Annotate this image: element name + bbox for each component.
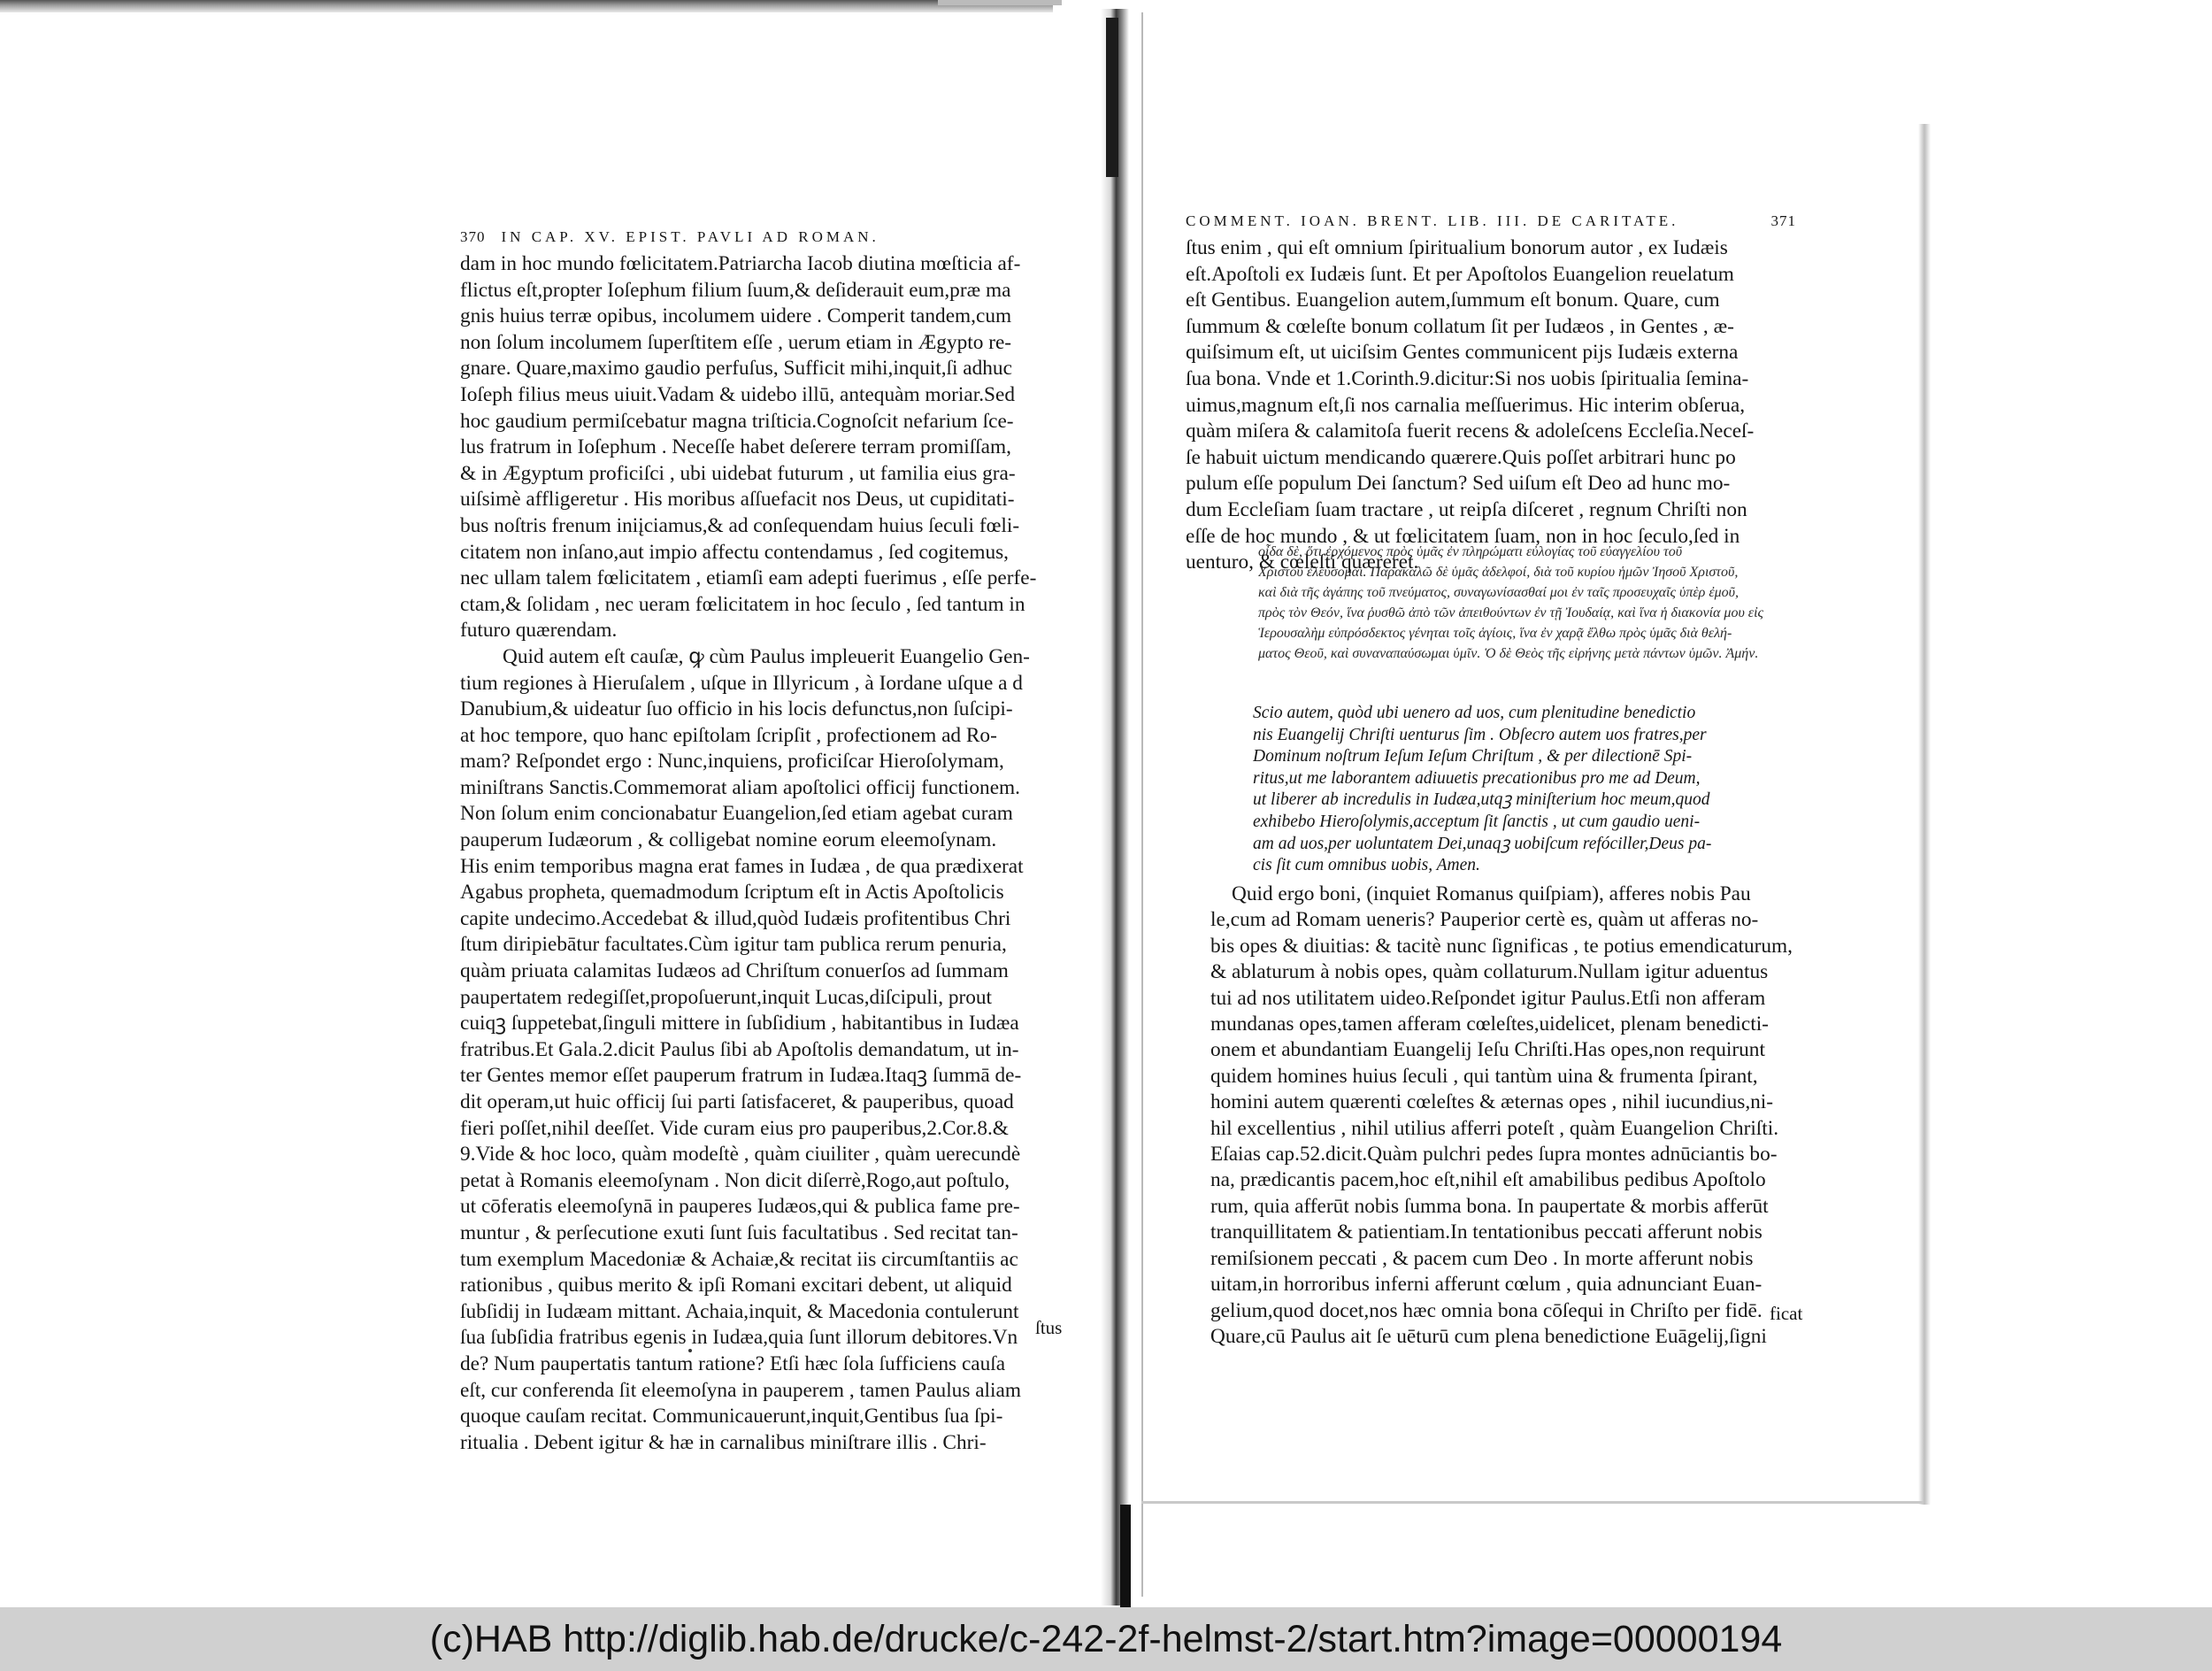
text-line: tui ad nos utilitatem uideo.Reſpondet igitur Paulus.Etſi non afferam [1210, 986, 1766, 1010]
text-line: citatem non inſano,aut impio affectu contendamus , ſed cogitemus, [460, 540, 1010, 564]
text-line: quàm priuata calamitas Iudæos ad Chriſtum conuerſos ad ſummam [460, 959, 1009, 983]
left-page-number: 370 [460, 228, 486, 245]
text-line: Agabus propheta, quemadmodum ſcriptum eſt in Actis Apoſtolicis [460, 881, 1004, 905]
text-line: rationibus , quibus merito & ipſi Romani excitari debent, ut aliquid [460, 1274, 1012, 1298]
text-line: tranquillitatem & patientiam.In tentationibus peccati afferunt nobis [1210, 1221, 1763, 1244]
left-page-body [460, 251, 1072, 1456]
text-line: bus noſtris frenum iniįciamus,& ad conſequendam huius ſeculi fœli- [460, 513, 1020, 537]
text-line: uiſsimè affligeretur . His moribus aſſuefacit nos Deus, ut cupiditati- [460, 488, 1015, 512]
scan-shadow-top [0, 0, 1053, 12]
left-catchword: ſtus [1035, 1317, 1063, 1338]
text-line: non ſolum incolumem ſuperſtitem eſſe , uerum etiam in Ægypto re- [460, 330, 1012, 354]
text-line: dum Eccleſiam ſuam tractare , ut reipſa diſceret , regnum Chriſti non [1186, 497, 1747, 521]
text-line: ctam,& ſolidam , nec ueram fœlicitatem in hoc ſeculo , ſed tantum in [460, 592, 1025, 616]
text-line: gelium,quod docet,nos hæc omnia bona cōſequi in Chriſto per fidē. [1210, 1298, 1763, 1322]
text-line: Quid autem eſt cauſæ, ꝙ cùm Paulus impleuerit Euangelio Gen- [503, 644, 1030, 668]
text-line: mundanas opes,tamen afferam cœleſtes,uidelicet, plenam benedicti- [1210, 1013, 1769, 1036]
quote-line: Dominum noſtrum Ieſum Ieſum Chriſtum , & per dilectionē Spi- [1253, 747, 1693, 766]
text-line: hil excellentius , nihil utilius afferri poteſt , quàm Euangelion Chriſti. [1210, 1116, 1779, 1140]
quote-line: cis ſit cum omnibus uobis, Amen. [1253, 856, 1480, 875]
text-line: eſt.Apoſtoli ex Iudæis ſunt. Et per Apoſtolos Euangelion reuelatum [1186, 262, 1734, 286]
text-line: at hoc tempore, quo hanc epiſtolam ſcripſit , profectionem ad Ro- [460, 723, 997, 747]
text-line: pauperum Iudæorum , & colligebat nomine eorum eleemoſynam. [460, 828, 997, 852]
text-line: homini autem quærenti cœleſtes & æternas opes , nihil iucundius,ni- [1210, 1090, 1774, 1114]
text-line: ut cōferatis eleemoſynā in pauperes Iudæos,qui & publica fame pre- [460, 1195, 1020, 1219]
text-line: Quare,cū Paulus ait ſe uēturū cum plena benedictione Euāgelij,ſigni [1210, 1324, 1767, 1348]
text-line: ſubſidij in Iudæam mittant. Achaia,inquit, & Macedonia contulerunt [460, 1299, 1019, 1323]
text-line: ſua ſubſidia fratribus egenis in Iudæa,quia ſunt illorum debitores.Vn [460, 1326, 1018, 1350]
text-line: quoque cauſam recitat. Communicauerunt,inquit,Gentibus ſua ſpi- [460, 1405, 1003, 1428]
text-line: fratribus.Et Gala.2.dicit Paulus ſibi ab Apoſtolis demandatum, ut in- [460, 1037, 1019, 1061]
text-line: dam in hoc mundo fœlicitatem.Patriarcha Iacob diutina mœſticia af- [460, 252, 1021, 275]
quote-line: ritus,ut me laborantem adiuuetis precationibus pro me ad Deum, [1253, 768, 1701, 788]
text-line: bis opes & diuitias: & tacitè nunc ſignificas , te potius emendicaturum, [1210, 934, 1793, 958]
text-line: remiſsionem peccati , & pacem cum Deo . In morte afferunt nobis [1210, 1246, 1754, 1270]
text-line: eſſe de hoc mundo , & ut fœlicitatem ſuam, non in hoc ſeculo,ſed in [1186, 524, 1740, 548]
text-line: gnare. Quare,maximo gaudio perfuſus, Sufficit mihi,inquit,ſi adhuc [460, 357, 1012, 381]
text-line: capite undecimo.Accedebat & illud,quòd Iudæis profitentibus Chri [460, 906, 1011, 930]
quote-line: exhibebo Hieroſolymis,acceptum ſit ſanctis , ut cum gaudio ueni- [1253, 812, 1701, 831]
text-line: ſummum & cœleſte bonum collatum ſit per Iudæos , in Gentes , æ- [1186, 314, 1734, 338]
text-line: hoc gaudium permiſcebatur magna triſticia.Cognoſcit nefarium ſce- [460, 409, 1014, 433]
text-line: tum exemplum Macedoniæ & Achaiæ,& recitat iis circumſtantiis ac [460, 1247, 1018, 1271]
text-line: nec ullam talem fœlicitatem , etiamſi eam adepti fuerimus , eſſe perfe- [460, 566, 1037, 590]
text-line: le,cum ad Romam ueneris? Pauperior certè es, quàm ut afferas no- [1210, 908, 1759, 932]
text-line: muntur , & perſecutione exuti ſunt ſuis facultatibus . Sed recitat tan- [460, 1221, 1018, 1244]
greek-quotation [1258, 542, 1816, 664]
text-line: Danubium,& uideatur ſuo officio in his locis defunctus,non ſuſcipi- [460, 697, 1013, 721]
text-line: 9.Vide & hoc loco, quàm modeſtè , quàm ciuiliter , quàm uerecundè [460, 1143, 1021, 1167]
book-gutter [1101, 9, 1129, 1606]
text-line: & ablaturum à nobis opes, quàm collaturum.Nullam igitur aduentus [1210, 960, 1769, 984]
greek-line: οἶδα δὲ, ὅτι ἐρχόμενος πρὸς ὑμᾶς ἐν πληρώματι εὐλογίας τοῦ εὐαγγελίου τοῦ [1258, 544, 1683, 559]
text-line: onem et abundantiam Euangelij Ieſu Chriſti.Has opes,non requirunt [1210, 1038, 1765, 1062]
quote-line: am ad uos,per uoluntatem Dei,unaqꝫ uobiſcum refóciller,Deus pa- [1253, 834, 1712, 853]
text-line: eſt Gentibus. Euangelion autem,ſummum eſt bonum. Quare, cum [1186, 289, 1720, 312]
text-line: quàm miſera & calamitoſa fuerit recens & adoleſcens Eccleſia.Neceſ- [1186, 420, 1755, 443]
text-line: ſe habuit uictum mendicando quærere.Quis poſſet arbitrari hunc po [1186, 445, 1736, 469]
text-line: ter Gentes memor eſſet pauperum fratrum in Iudæa.Itaqꝫ ſummā de- [460, 1064, 1022, 1088]
text-line: uimus,magnum eſt,ſi nos carnalia meſſuerimus. Hic interim obſerua, [1186, 393, 1746, 417]
text-line: flictus eſt,propter Ioſephum filium ſuum,& deſiderauit eum,præ ma [460, 278, 1011, 302]
text-line: dit operam,ut huic officij ſui parti ſatisfaceret, & pauperibus, quoad [460, 1090, 1014, 1113]
quote-line: ut liberer ab incredulis in Iudæa,utqꝫ miniſterium hoc meum,quod [1253, 790, 1710, 810]
scan-shadow-top-edge [938, 0, 1062, 5]
text-line: lus fratrum in Ioſephum . Neceſſe habet deſerere terram promiſſam, [460, 435, 1011, 459]
text-line: quidem homines huius ſeculi , qui tantùm uina & frumenta ſpirant, [1210, 1064, 1758, 1088]
greek-line: Ἱερουσαλὴμ εὐπρόσδεκτος γένηται τοῖς ἁγίοις, ἵνα ἐν χαρᾷ ἔλθω πρὸς ὑμᾶς διὰ θελή- [1258, 626, 1732, 641]
text-line: Ioſeph filius meus uiuit.Vadam & uidebo illū, antequàm moriar.Sed [460, 382, 1015, 406]
latin-quotation [1253, 703, 1810, 877]
right-page-commentary [1210, 882, 1814, 1350]
text-line: & in Ægyptum proficiſci , ubi uidebat futurum , ut familia eius gra- [460, 461, 1016, 485]
text-line: mam? Reſpondet ergo : Nunc,inquiens, proficiſcar Hieroſolymam, [460, 750, 1004, 774]
text-line: pulum eſſe populum Dei ſanctum? Sed uiſum eſt Deo ad hunc mo- [1186, 472, 1731, 496]
text-line: fieri poſſet,nihil deeſſet. Vide curam eius pro pauperibus,2.Cor.8.& [460, 1116, 1009, 1140]
greek-line: πρὸς τὸν Θεόν, ἵνα ῥυσθῶ ἀπὸ τῶν ἀπειθούντων ἐν τῇ Ἰουδαίᾳ, καὶ ἵνα ἡ διακονία μου εἰς [1258, 605, 1764, 620]
greek-line: καὶ διὰ τῆς ἀγάπης τοῦ πνεύματος, συναγωνίσασθαί μοι ἐν ταῖς προσευχαῖς ὑπὲρ ἐμοῦ, [1258, 585, 1739, 600]
page-fold-line [1141, 12, 1143, 1597]
left-page [460, 228, 1072, 1456]
text-line: ſtum diripiebātur facultates.Cùm igitur tam publica rerum penuria, [460, 933, 1007, 957]
quote-line: nis Euangelij Chriſti uenturus ſim . Obſecro autem uos fratres,per [1253, 725, 1707, 744]
text-line: petat à Romanis eleemoſynam . Non dicit diſerrè,Rogo,aut poſtulo, [460, 1168, 1010, 1192]
text-line: ſtus enim , qui eſt omnium ſpiritualium bonorum autor , ex Iudæis [1186, 236, 1728, 259]
text-line: ritualia . Debent igitur & hæ in carnalibus miniſtrare illis . Chri- [460, 1430, 987, 1454]
right-page-edge [1918, 124, 1931, 1505]
right-page-bottom-edge [1141, 1501, 1924, 1504]
text-line: Quid ergo boni, (inquiet Romanus quiſpiam), afferes nobis Pau [1232, 882, 1751, 905]
text-line: gnis huius terræ opibus, incolumem uidere . Comperit tandem,cum [460, 304, 1012, 328]
text-line: de? Num paupertatis tantum ratione? Etſi hæc ſola ſufficiens cauſa [460, 1351, 1006, 1375]
text-line: His enim temporibus magna erat fames in Iudæa , de qua prædixerat [460, 854, 1024, 878]
left-page-header [460, 228, 1072, 246]
text-line: rum, quia afferūt nobis ſumma bona. In paupertate & morbis afferūt [1210, 1194, 1769, 1218]
text-line: paupertatem redegiſſet,propoſuerunt,inquit Lucas,diſcipuli, prout [460, 985, 993, 1009]
footer-source-url: (c)HAB http://diglib.hab.de/drucke/c-242-2f-helmst-2/start.htm?image=00000194 [429, 1617, 1783, 1660]
text-line: na, prædicantis pacem,hoc eſt,nihil eſt amabilibus pedibus Apoſtolo [1210, 1168, 1766, 1192]
text-line: uitam,in horroribus inferni afferunt cœlum , quia adnunciant Euan- [1210, 1273, 1763, 1297]
left-running-head: IN CAP. XV. EPIST. PAVLI AD ROMAN. [501, 228, 879, 245]
gutter-shadow-bottom [1120, 1505, 1131, 1609]
right-page-body [1186, 235, 1805, 576]
right-running-head: COMMENT. IOAN. BRENT. LIB. III. DE CARITATE. [1186, 212, 1679, 229]
text-line: miniſtrans Sanctis.Commemorat aliam apoſtolici officij functionem. [460, 775, 1020, 799]
text-line: Eſaias cap.52.dicit.Quàm pulchri pedes ſupra montes adnūciantis bo- [1210, 1143, 1778, 1167]
greek-line: ματος Θεοῦ, καὶ συναναπαύσωμαι ὑμῖν. Ὁ δὲ Θεὸς τῆς εἰρήνης μετὰ πάντων ὑμῶν. Ἀμήν. [1258, 646, 1759, 661]
ink-speck [688, 1349, 692, 1352]
text-line: Non ſolum enim concionabatur Euangelion,ſed etiam agebat curam [460, 802, 1013, 826]
right-page [1186, 212, 1805, 576]
right-page-header [1186, 212, 1796, 230]
archive-footer [0, 1607, 2212, 1671]
quote-line: Scio autem, quòd ubi uenero ad uos, cum plenitudine benedictio [1253, 704, 1696, 722]
text-line: quiſsimum eſt, ut uiciſsim Gentes communicent pijs Iudæis externa [1186, 341, 1739, 365]
right-catchword: ficat [1770, 1303, 1803, 1324]
greek-line: Χριστοῦ ἐλεύσομαι. Παρακαλῶ δὲ ὑμᾶς ἀδελφοί, διὰ τοῦ κυρίου ἡμῶν Ἰησοῦ Χριστοῦ, [1258, 565, 1739, 580]
text-line: ſua bona. Vnde et 1.Corinth.9.dicitur:Si nos uobis ſpiritualia ſemina- [1186, 366, 1749, 390]
right-page-number: 371 [1770, 212, 1796, 229]
text-line: cuiqꝫ ſuppetebat,ſinguli mittere in ſubſidium , habitantibus in Iudæa [460, 1012, 1019, 1036]
text-line: futuro quærendam. [460, 619, 618, 643]
text-line: tium regiones à Hieruſalem , uſque in Illyricum , à Iordane uſque a d [460, 671, 1023, 695]
text-line: uenturo, & cœleſti quæreret. [1186, 551, 1419, 574]
gutter-shadow-top [1106, 18, 1118, 177]
text-line: eſt, cur conferenda ſit eleemoſyna in pauperem , tamen Paulus aliam [460, 1378, 1021, 1402]
